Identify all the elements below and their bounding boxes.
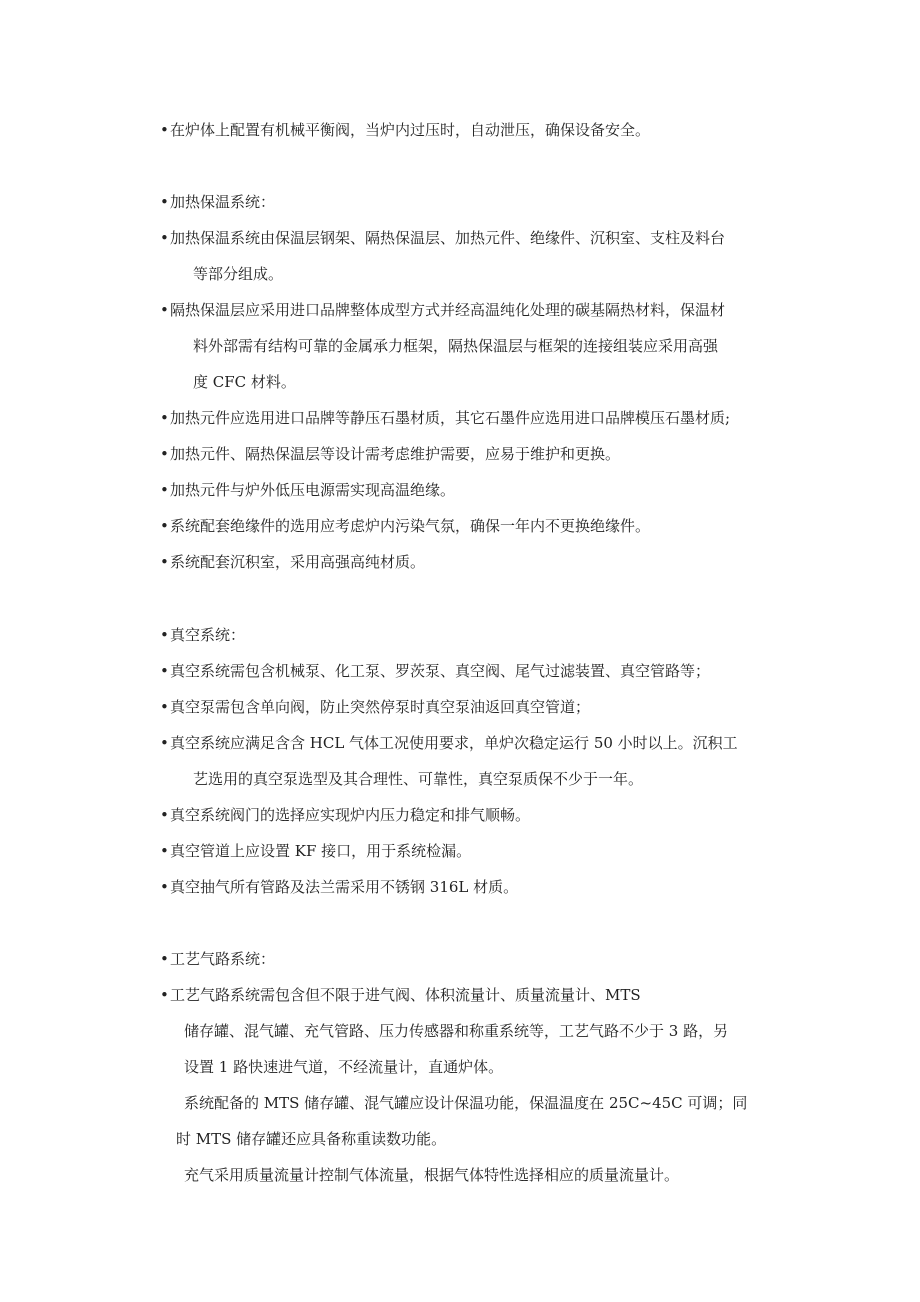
bullet-gas-path-components-cont-2: 设置 1 路快速进气道，不经流量计，直通炉体。 [184, 1058, 504, 1076]
bullet-deposition-chamber: • 系统配套沉积室，采用高强高纯材质。 [160, 544, 800, 580]
bullet-insulation-power: • 加热元件与炉外低压电源需实现高温绝缘。 [160, 472, 800, 508]
paragraph-mts-storage: 系统配备的 MTS 储存罐、混气罐应设计保温功能，保温温度在 25C~45C 可调；同 [184, 1094, 748, 1112]
bullet-hcl-requirement: • 真空系统应满足含含 HCL 气体工况使用要求，单炉次稳定运行 50 小时以上。沉积工 [160, 725, 800, 761]
bullet-insulation-material-cont-2: 度 CFC 材料。 [193, 373, 296, 391]
paragraph-mass-flow: 充气采用质量流量计控制气体流量，根据气体特性选择相应的质量流量计。 [184, 1166, 680, 1184]
bullet-insulator-selection: • 系统配套绝缘件的选用应考虑炉内污染气氛，确保一年内不更换绝缘件。 [160, 508, 800, 544]
section-vacuum [160, 617, 800, 905]
heading-vacuum-system: • 真空系统： [160, 617, 800, 653]
bullet-graphite-material: • 加热元件应选用进口品牌等静压石墨材质，其它石墨件应选用进口品牌模压石墨材质; [160, 400, 800, 436]
section-safety [160, 112, 800, 148]
bullet-vacuum-components: • 真空系统需包含机械泵、化工泵、罗茨泵、真空阀、尾气过滤装置、真空管路等； [160, 653, 800, 689]
bullet-gas-path-components: • 工艺气路系统需包含但不限于进气阀、体积流量计、质量流量计、MTS [160, 977, 800, 1013]
paragraph-mts-storage-cont: 时 MTS 储存罐还应具备称重读数功能。 [176, 1130, 447, 1148]
bullet-kf-port: • 真空管道上应设置 KF 接口，用于系统检漏。 [160, 833, 800, 869]
section-heating [160, 184, 800, 580]
bullet-heating-composition-cont: 等部分组成。 [193, 265, 284, 283]
bullet-insulation-material: • 隔热保温层应采用进口品牌整体成型方式并经高温纯化处理的碳基隔热材料，保温材 [160, 292, 800, 328]
bullet-gas-path-components-cont-1: 储存罐、混气罐、充气管路、压力传感器和称重系统等，工艺气路不少于 3 路，另 [184, 1022, 729, 1040]
bullet-vacuum-valves: • 真空系统阀门的选择应实现炉内压力稳定和排气顺畅。 [160, 797, 800, 833]
heading-gas-path-system: • 工艺气路系统： [160, 941, 800, 977]
bullet-insulation-material-cont-1: 料外部需有结构可靠的金属承力框架，隔热保温层与框架的连接组装应采用高强 [193, 337, 719, 355]
bullet-check-valve: • 真空泵需包含单向阀，防止突然停泵时真空泵油返回真空管道； [160, 689, 800, 725]
bullet-hcl-requirement-cont: 艺选用的真空泵选型及其合理性、可靠性，真空泵质保不少于一年。 [193, 770, 644, 788]
bullet-heating-composition: • 加热保温系统由保温层钢架、隔热保温层、加热元件、绝缘件、沉积室、支柱及料台 [160, 220, 800, 256]
heading-heating-system: • 加热保温系统： [160, 184, 800, 220]
bullet-pressure-valve: • 在炉体上配置有机械平衡阀，当炉内过压时，自动泄压，确保设备安全。 [160, 112, 800, 148]
section-gas-path [160, 941, 800, 1193]
bullet-stainless-steel: • 真空抽气所有管路及法兰需采用不锈钢 316L 材质。 [160, 869, 800, 905]
bullet-maintenance: • 加热元件、隔热保温层等设计需考虑维护需要，应易于维护和更换。 [160, 436, 800, 472]
